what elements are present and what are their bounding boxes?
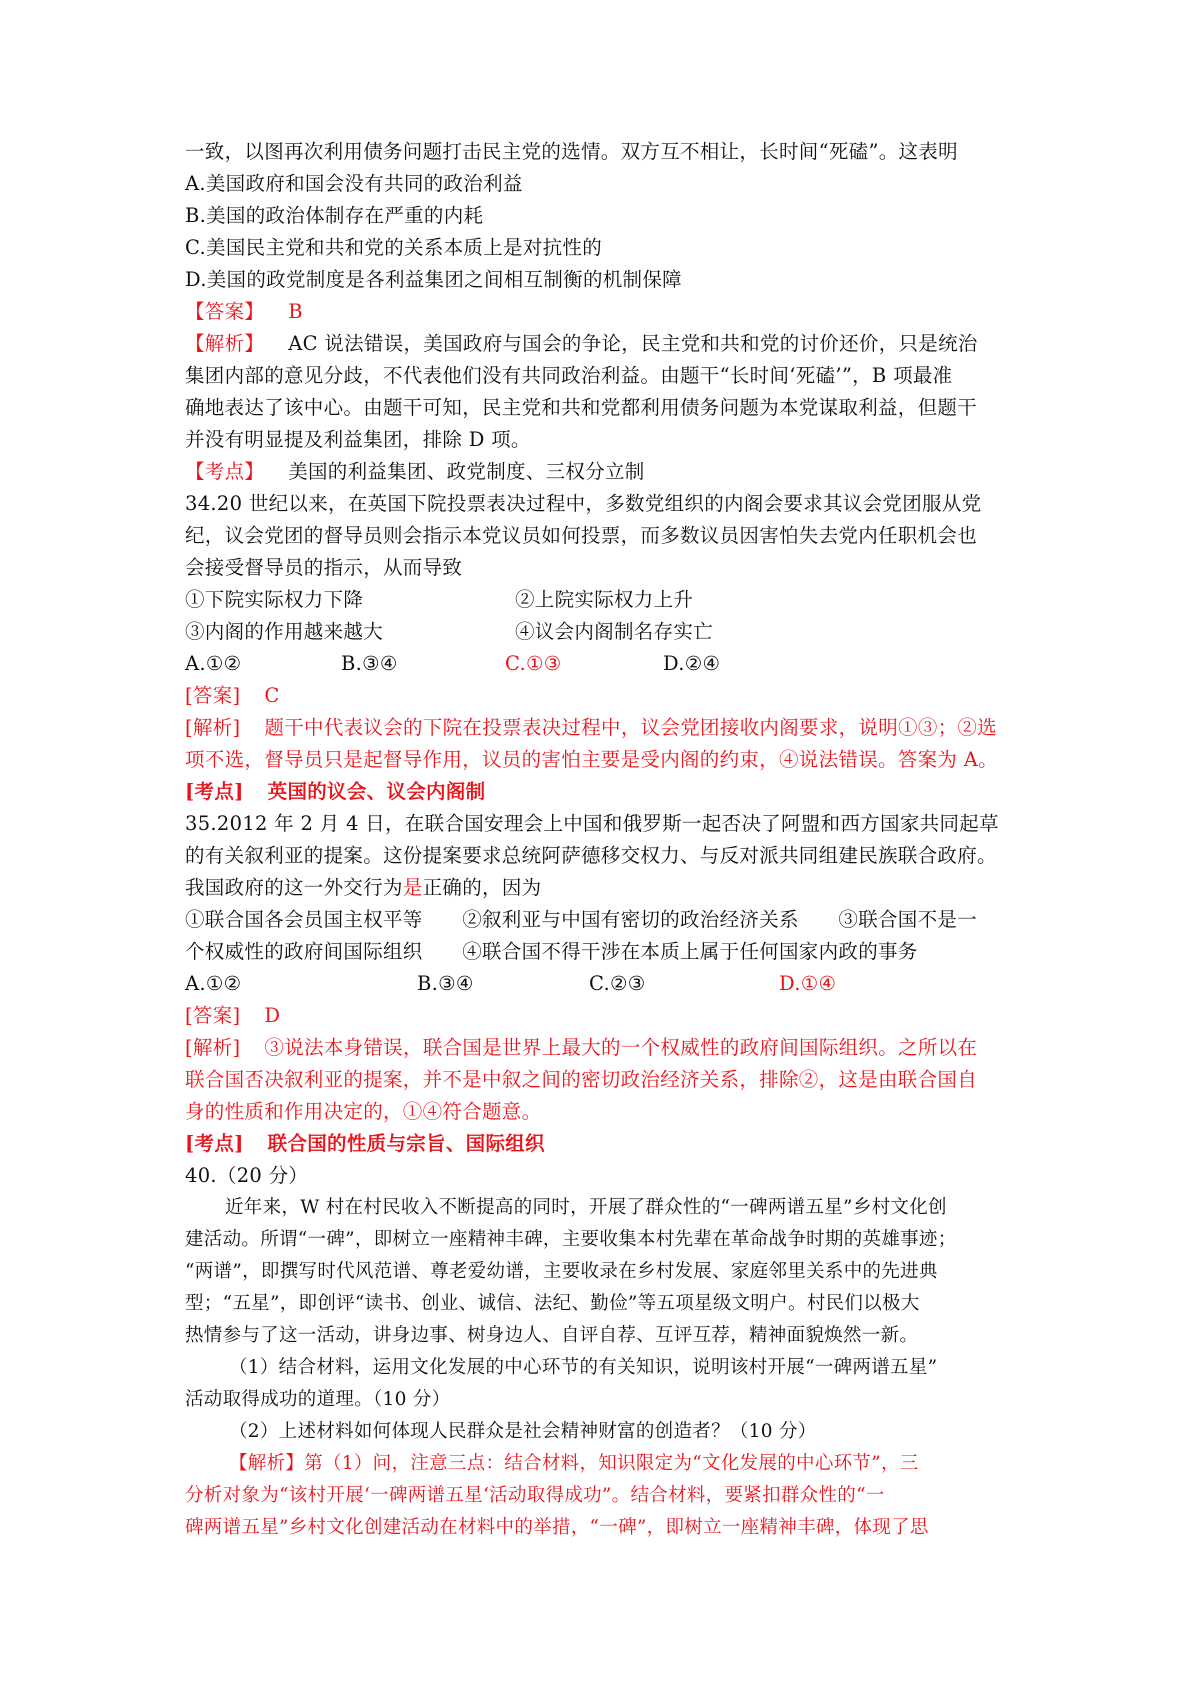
sub-question-1: （1）结合材料，运用文化发展的中心环节的有关知识，说明该村开展“一碑两谱五星”	[229, 1357, 938, 1378]
q34-analysis-line	[185, 712, 1030, 744]
q33-analysis-line: 确地表达了该中心。由题干可知，民主党和共和党都利用债务问题为本党谋取利益，但题干	[185, 396, 978, 419]
stem-text: 我国政府的这一外交行为	[185, 876, 403, 899]
stem-highlight: 是	[402, 876, 423, 899]
q35-items-line: ①联合国各会员国主权平等 ②叙利亚与中国有密切的政治经济关系 ③联合国不是一	[185, 908, 978, 931]
q33-analysis-line: 集团内部的意见分歧，不代表他们没有共同政治利益。由题干“长时间‘死磕’”，B 项最准	[185, 364, 953, 387]
q34-item-2: ②上院实际权力上升	[515, 588, 694, 611]
analysis-text: 第（1）问，注意三点：结合材料，知识限定为“文化发展的中心环节”，三	[304, 1453, 919, 1474]
analysis-label: [解析]	[185, 1036, 241, 1059]
point-value: 联合国的性质与宗旨、国际组织	[267, 1132, 545, 1155]
q34-option-d: D.②④	[663, 652, 721, 675]
q35-option-d: D.①④	[779, 972, 837, 995]
answer-value: C	[264, 684, 280, 707]
page-content	[185, 136, 1030, 1544]
answer-value: B	[288, 300, 303, 323]
q35-items-line: 个权威性的政府间国际组织 ④联合国不得干涉在本质上属于任何国家内政的事务	[185, 940, 918, 963]
point-value: 美国的利益集团、政党制度、三权分立制	[288, 460, 645, 483]
material-line: 近年来，W 村在村民收入不断提高的同时，开展了群众性的“一碑两谱五星”乡村文化创	[225, 1197, 947, 1218]
q33-point	[185, 456, 1030, 488]
q35-stem-line: 的有关叙利亚的提案。这份提案要求总统阿萨德移交权力、与反对派共同组建民族联合政府。	[185, 844, 997, 867]
q34-options-row	[185, 648, 1030, 680]
q33-option-b: B.美国的政治体制存在严重的内耗	[185, 204, 484, 227]
q34-item-3: ③内阁的作用越来越大	[185, 620, 384, 643]
point-label: 【考点】	[185, 460, 265, 483]
material-line: “两谱”，即撰写时代风范谱、尊老爱幼谱，主要收录在乡村发展、家庭邻里关系中的先进典	[185, 1261, 938, 1282]
q35-option-a: A.①②	[185, 972, 242, 995]
q33-option-d: D.美国的政党制度是各利益集团之间相互制衡的机制保障	[185, 268, 682, 291]
analysis-label: 【解析】	[185, 332, 265, 355]
q34-option-a: A.①②	[185, 652, 242, 675]
q34-items-row	[185, 616, 1030, 648]
sub-question-1-cont: 活动取得成功的道理。（10 分）	[185, 1389, 451, 1410]
q34-items-row	[185, 584, 1030, 616]
point-value: 英国的议会、议会内阁制	[267, 780, 486, 803]
q40-analysis-line: 碑两谱五星”乡村文化创建活动在材料中的举措，“一碑”，即树立一座精神丰碑，体现了思	[185, 1517, 929, 1538]
q35-analysis-line: 身的性质和作用决定的，①④符合题意。	[185, 1100, 542, 1123]
answer-label: 【答案】	[185, 300, 265, 323]
q35-option-b: B.③④	[417, 972, 474, 995]
q34-item-4: ④议会内阁制名存实亡	[515, 620, 714, 643]
q35-options-row	[185, 968, 1030, 1000]
q34-answer	[185, 680, 1030, 712]
q35-stem-line: 35.2012 年 2 月 4 日，在联合国安理会上中国和俄罗斯一起否决了阿盟和西方国家共同起草	[185, 812, 999, 835]
q40-analysis-line: 分析对象为“该村开展‘一碑两谱五星‘活动取得成功”。结合材料，要紧扣群众性的“一	[185, 1485, 885, 1506]
material-line: 热情参与了这一活动，讲身边事、树身边人、自评自荐、互评互荐，精神面貌焕然一新。	[185, 1325, 919, 1346]
point-label: [考点]	[185, 1132, 244, 1155]
point-label: [考点]	[185, 780, 244, 803]
analysis-label: [解析]	[185, 716, 241, 739]
q35-answer	[185, 1000, 1030, 1032]
q33-answer	[185, 296, 1030, 328]
q34-point	[185, 776, 1030, 808]
q34-option-b: B.③④	[341, 652, 398, 675]
answer-value: D	[264, 1004, 281, 1027]
material-line: 型；“五星”，即创评“读书、创业、诚信、法纪、勤俭”等五项星级文明户。村民们以极大	[185, 1293, 920, 1314]
q34-item-1: ①下院实际权力下降	[185, 588, 364, 611]
q33-option-c: C.美国民主党和共和党的关系本质上是对抗性的	[185, 236, 603, 259]
answer-label: [答案]	[185, 684, 241, 707]
answer-label: [答案]	[185, 1004, 241, 1027]
q40-analysis-line	[185, 1448, 1030, 1480]
q34-stem-line: 会接受督导员的指示，从而导致	[185, 556, 463, 579]
material-line: 建活动。所谓“一碑”，即树立一座精神丰碑，主要收集本村先辈在革命战争时期的英雄事迹；	[185, 1229, 957, 1250]
analysis-text: AC 说法错误，美国政府与国会的争论，民主党和共和党的讨价还价，只是统治	[288, 332, 978, 355]
q35-analysis-line	[185, 1032, 1030, 1064]
q40-heading: 40.（20 分）	[185, 1164, 309, 1187]
q40-material	[185, 1192, 1030, 1544]
analysis-text: ③说法本身错误，联合国是世界上最大的一个权威性的政府间国际组织。之所以在	[264, 1036, 978, 1059]
q33-option-a: A.美国政府和国会没有共同的政治利益	[185, 172, 523, 195]
q34-stem-line: 纪，议会党团的督导员则会指示本党议员如何投票，而多数议员因害怕失去党内任职机会也	[185, 524, 978, 547]
analysis-label: 【解析】	[229, 1453, 305, 1474]
q34-option-c: C.①③	[505, 652, 562, 675]
q35-stem-line	[185, 872, 1030, 904]
sub-question-2: （2）上述材料如何体现人民群众是社会精神财富的创造者？（10 分）	[229, 1421, 817, 1442]
stem-text: 正确的，因为	[422, 876, 542, 899]
q35-option-c: C.②③	[589, 972, 646, 995]
q34-stem-line: 34.20 世纪以来，在英国下院投票表决过程中，多数党组织的内阁会要求其议会党团服从党	[185, 492, 982, 515]
q33-analysis-line	[185, 328, 1030, 360]
q35-analysis-line: 联合国否决叙利亚的提案，并不是中叙之间的密切政治经济关系，排除②，这是由联合国自	[185, 1068, 978, 1091]
q33-analysis-line: 并没有明显提及利益集团，排除 D 项。	[185, 428, 531, 451]
q35-point	[185, 1128, 1030, 1160]
analysis-text: 题干中代表议会的下院在投票表决过程中，议会党团接收内阁要求，说明①③；②选	[264, 716, 998, 739]
q34-analysis-line: 项不选，督导员只是起督导作用，议员的害怕主要是受内阁的约束，④说法错误。答案为 A。	[185, 748, 998, 771]
q33-stem-tail: 一致，以图再次利用债务问题打击民主党的选情。双方互不相让，长时间“死磕”。这表明	[185, 140, 958, 163]
